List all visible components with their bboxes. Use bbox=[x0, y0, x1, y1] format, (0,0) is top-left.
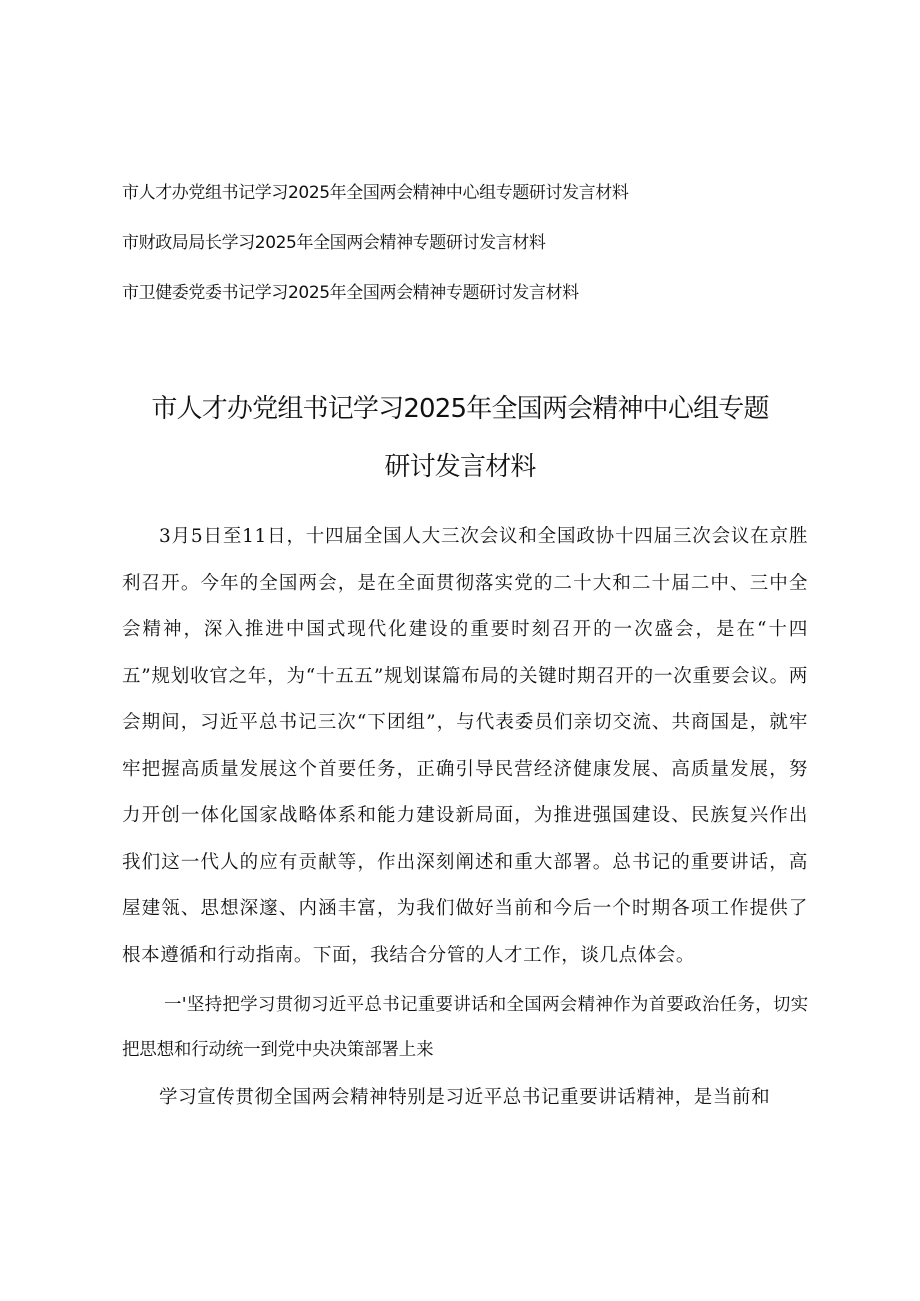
article-title bbox=[110, 380, 810, 496]
toc-item: 市卫健委党委书记学习2025年全国两会精神专题研讨发言材料 bbox=[122, 283, 579, 303]
toc-item: 市人才办党组书记学习2025年全国两会精神中心组专题研讨发言材料 bbox=[122, 183, 629, 203]
section-heading: 一'坚持把学习贯彻习近平总书记重要讲话和全国两会精神作为首要政治任务，切实把思想和行动统一到党中央决策部署上来 bbox=[122, 995, 808, 1060]
article-title-line-1: 市人才办党组书记学习2025年全国两会精神中心组专题 bbox=[151, 394, 769, 424]
section-paragraph: 学习宣传贯彻全国两会精神特别是习近平总书记重要讲话精神，是当前和 bbox=[159, 1087, 771, 1108]
toc-item: 市财政局局长学习2025年全国两会精神专题研讨发言材料 bbox=[122, 233, 546, 253]
article-title-line-2: 研讨发言材料 bbox=[384, 452, 536, 482]
intro-paragraph: 3月5日至11日，十四届全国人大三次会议和全国政协十四届三次会议在京胜利召开。今年的全国两会，是在全面贯彻落实党的二十大和二十届二中、三中全会精神，深入推进中国式现代化建设的重要时刻召开的一次盛会，是在“十四五”规划收官之年，为“十五五”规划谋篇布局的关键时期召开的一次重要会议。两会期间，习近平总书记三次“下团组”，与代表委员们亲切交流、共商国是，就牢牢把握高质量发展这个首要任务，正确引导民营经济健康发展、高质量发展，努力开创一体化国家战略体系和能力建设新局面，为推进强国建设、民族复兴作出我们这一代人的应有贡献等，作出深刻阐述和重大部署。总书记的重要讲话，高屋建瓴、思想深邃、内涵丰富，为我们做好当前和今后一个时期各项工作提供了根本遵循和行动指南。下面，我结合分管的人才工作，谈几点体会。 bbox=[122, 526, 808, 966]
article-body bbox=[122, 514, 808, 1122]
table-of-contents bbox=[122, 168, 862, 318]
